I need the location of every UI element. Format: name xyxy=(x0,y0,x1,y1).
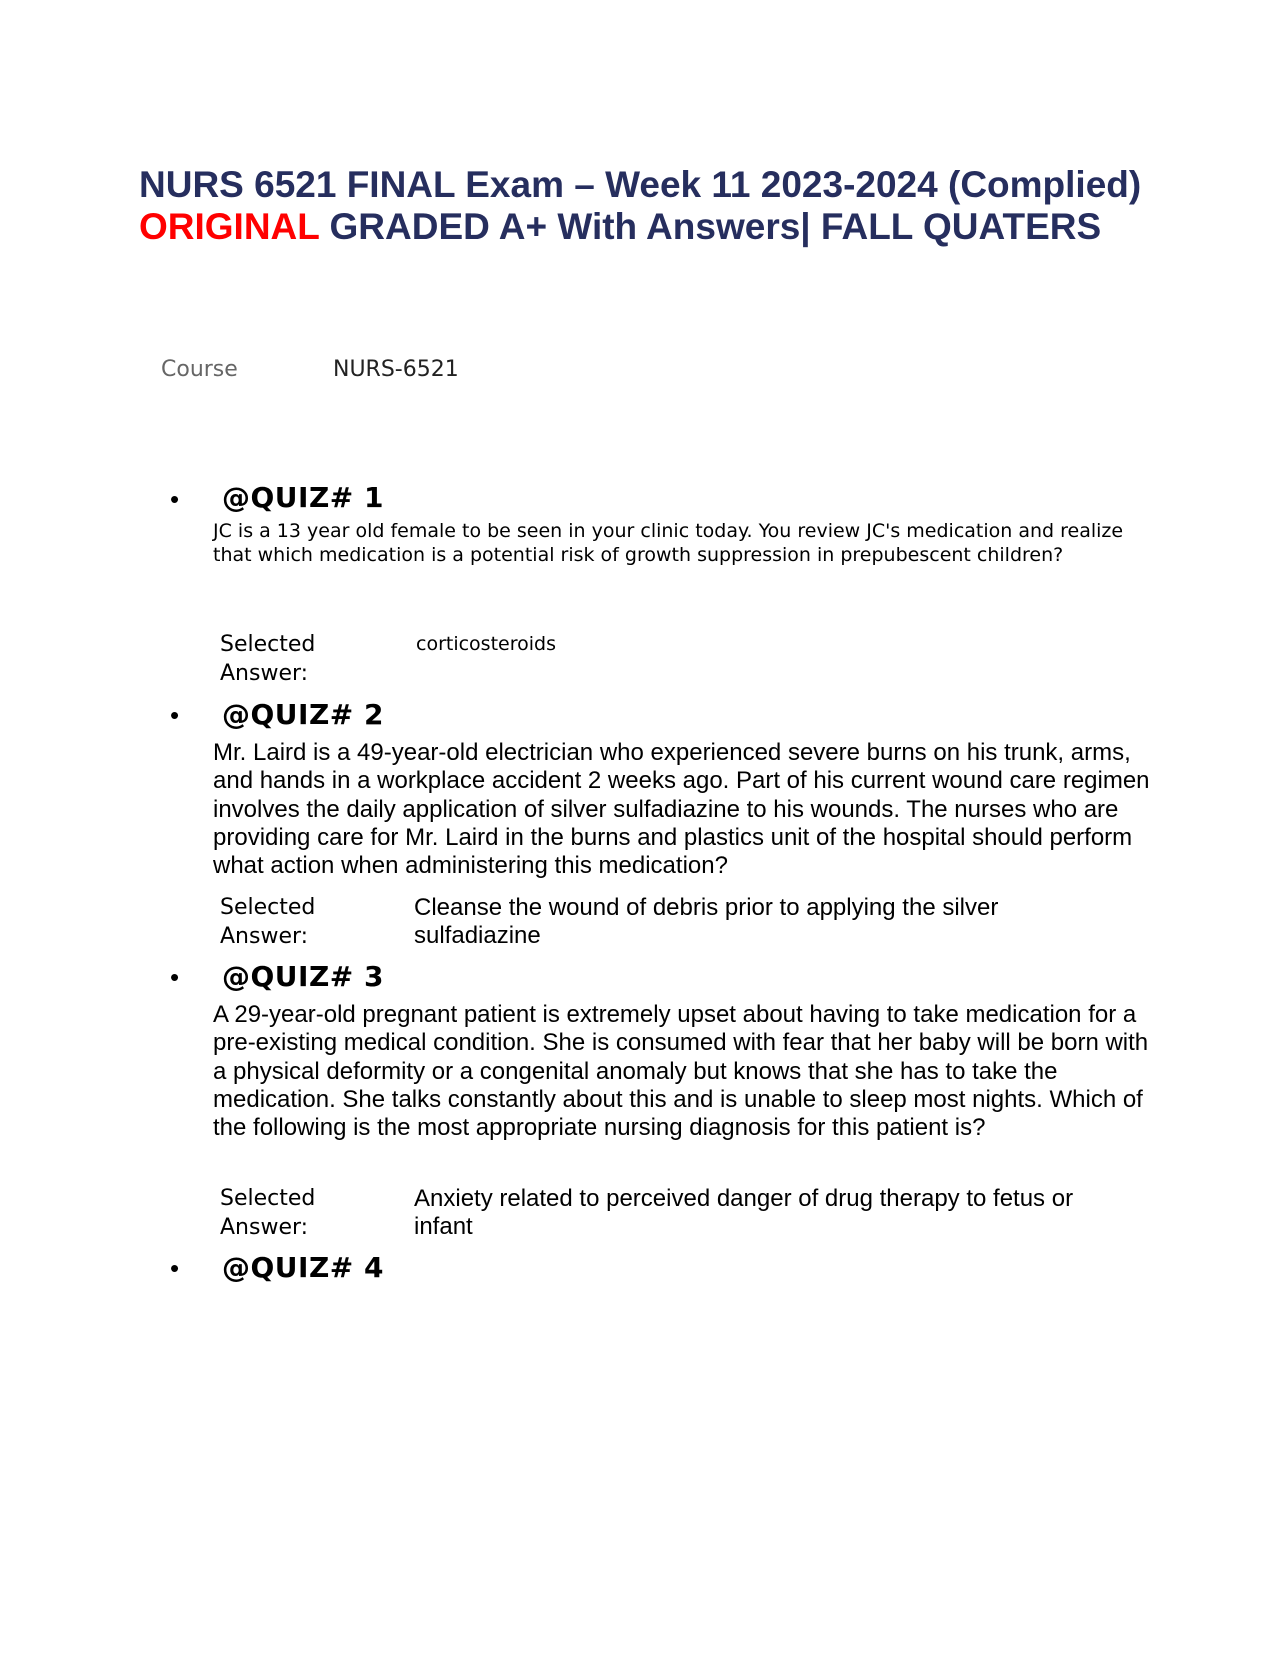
selected-answer-label: Selected Answer: xyxy=(220,1186,316,1240)
original-highlight: ORIGINAL xyxy=(139,206,320,247)
selected-answer-label: Selected Answer: xyxy=(220,632,316,686)
quiz-heading: @QUIZ# 2 xyxy=(222,698,384,731)
bullet-icon: • xyxy=(170,700,180,730)
selected-answer: Cleanse the wound of debris prior to applying the silver sulfadiazine xyxy=(414,894,999,949)
course-value: NURS-6521 xyxy=(333,357,459,382)
bullet-icon: • xyxy=(170,484,180,514)
course-label: Course xyxy=(161,357,238,382)
document-title-line1: NURS 6521 FINAL Exam – Week 11 2023-2024 (Complied) xyxy=(139,164,1142,205)
quiz-question: A 29-year-old pregnant patient is extremely upset about having to take medication for a pre-existing medical condition. She is consumed with fear that her baby will be born with a physical deformity or a congenital anomaly but knows that she has to take the medication. She talks constantly about this and is unable to sleep most nights. Which of the following is the most appropriate nursing diagnosis for this patient is? xyxy=(213,1001,1149,1142)
selected-answer: Anxiety related to perceived danger of drug therapy to fetus or infant xyxy=(414,1185,1074,1240)
selected-answer: corticosteroids xyxy=(416,633,556,655)
selected-answer-label: Selected Answer: xyxy=(220,895,316,949)
quiz-question: Mr. Laird is a 49-year-old electrician who experienced severe burns on his trunk, arms, and hands in a workplace accident 2 weeks ago. Part of his current wound care regimen involves the daily application of silver sulfadiazine to his wounds. The nurses who are providing care for Mr. Laird in the burns and plastics unit of the hospital should perform what action when administering this medication? xyxy=(213,739,1150,880)
quiz-heading: @QUIZ# 3 xyxy=(222,960,384,993)
document-title-line2 xyxy=(139,206,1101,248)
quiz-heading: @QUIZ# 4 xyxy=(222,1251,384,1284)
title-rest: GRADED A+ With Answers| FALL QUATERS xyxy=(319,206,1102,247)
bullet-icon: • xyxy=(170,1253,180,1283)
quiz-heading: @QUIZ# 1 xyxy=(222,481,384,514)
quiz-question: JC is a 13 year old female to be seen in your clinic today. You review JC's medication and realize that which medication is a potential risk of growth suppression in prepubescent children? xyxy=(213,520,1124,566)
bullet-icon: • xyxy=(170,962,180,992)
